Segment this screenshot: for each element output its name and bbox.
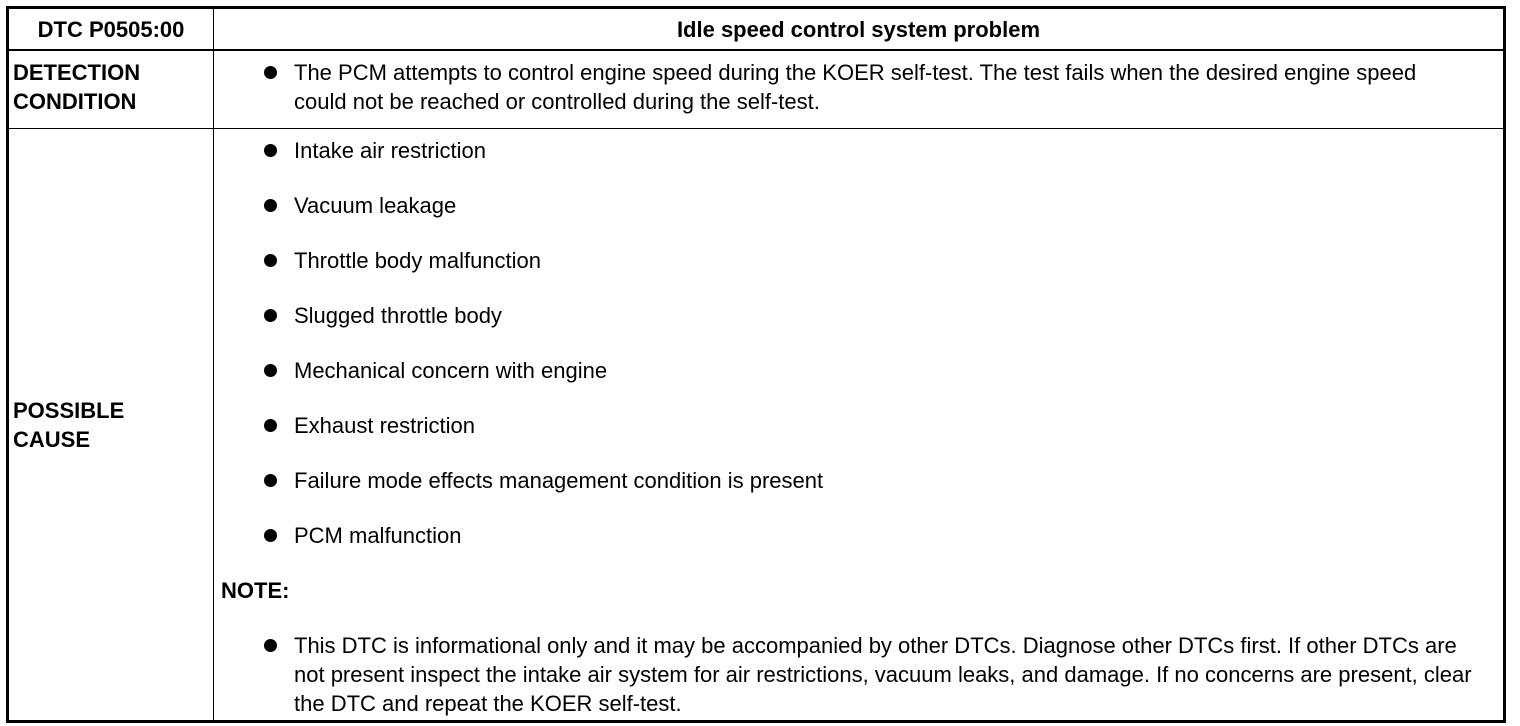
list-item [214, 411, 1473, 440]
list-item-text: Failure mode effects management condition is present [294, 468, 824, 493]
list-item-text: Exhaust restriction [294, 413, 475, 438]
detection-label-line2: CONDITION [13, 89, 137, 114]
header-row [8, 8, 1505, 51]
detection-content [214, 50, 1505, 129]
note-list [214, 631, 1473, 718]
list-item [214, 466, 1473, 495]
detection-label [8, 50, 214, 129]
bullet-icon [264, 309, 277, 322]
detection-label-line1: DETECTION [13, 60, 141, 85]
list-item-text: PCM malfunction [294, 523, 462, 548]
list-item-text: Intake air restriction [294, 138, 486, 163]
list-item [214, 246, 1473, 275]
list-item [214, 136, 1473, 165]
possible-cause-label-line1: POSSIBLE [13, 397, 125, 423]
possible-cause-content [214, 129, 1505, 722]
possible-cause-label [8, 129, 214, 722]
bullet-icon [264, 66, 277, 79]
bullet-icon [264, 199, 277, 212]
list-item [214, 521, 1473, 550]
list-item-text: This DTC is informational only and it may be accompanied by other DTCs. Diagnose other DTCs first. If other DTCs are not present inspect the intake air system for air restrictions, vacuum leaks, and damage. If no concerns are present, clear the DTC and repeat the KOER self-test. [294, 633, 1472, 716]
list-item-text: Throttle body malfunction [294, 248, 542, 273]
list-item [214, 356, 1473, 385]
list-item-text: Vacuum leakage [294, 193, 457, 218]
bullet-icon [264, 529, 277, 542]
dtc-code: DTC P0505:00 [8, 8, 214, 51]
bullet-icon [264, 254, 277, 267]
list-item [214, 191, 1473, 220]
list-item [214, 58, 1473, 116]
possible-cause-list [214, 129, 1473, 550]
detection-list [214, 58, 1473, 116]
possible-cause-row [8, 129, 1505, 722]
detection-row [8, 50, 1505, 129]
list-item [214, 301, 1473, 330]
list-item-text: Mechanical concern with engine [294, 358, 608, 383]
bullet-icon [264, 364, 277, 377]
list-item [214, 631, 1473, 718]
dtc-title: Idle speed control system problem [214, 8, 1505, 51]
bullet-icon [264, 419, 277, 432]
note-label: NOTE: [221, 578, 290, 603]
bullet-icon [264, 144, 277, 157]
dtc-table [6, 6, 1506, 723]
list-item-text: The PCM attempts to control engine speed during the KOER self-test. The test fails when the desired engine speed could not be reached or controlled during the self-test. [294, 60, 1417, 114]
possible-cause-label-line2: CAUSE [13, 426, 91, 452]
bullet-icon [264, 474, 277, 487]
list-item-text: Slugged throttle body [294, 303, 502, 328]
bullet-icon [264, 639, 277, 652]
